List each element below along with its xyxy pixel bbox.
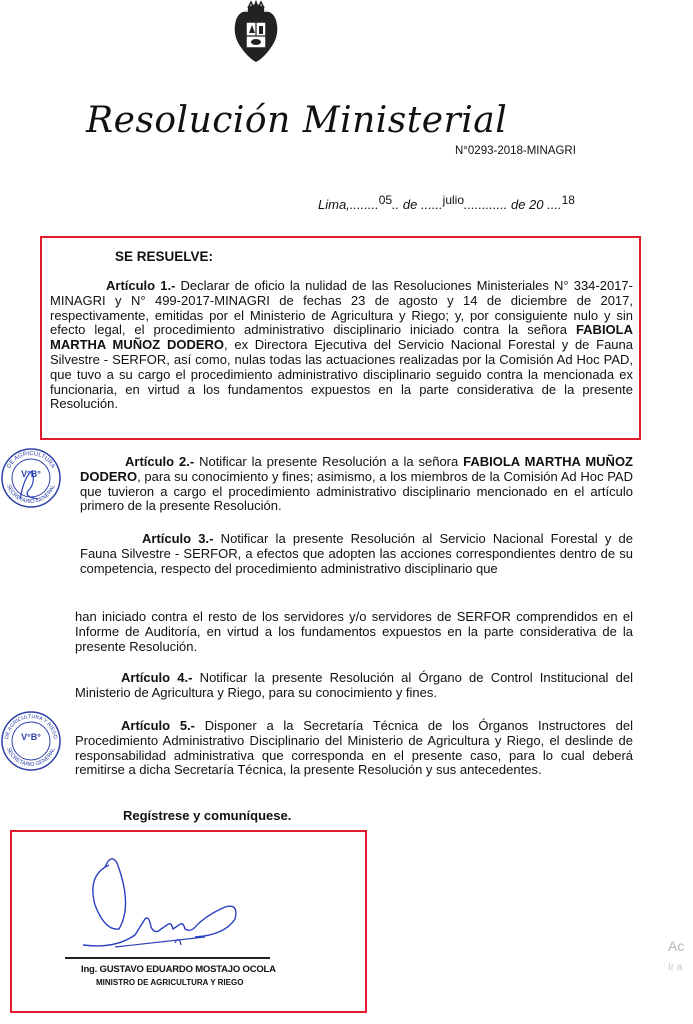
stamp-1-top-text: DE AGRICULTURA xyxy=(6,450,56,470)
handwritten-signature xyxy=(75,845,255,965)
article-2-label: Artículo 2.- xyxy=(125,454,195,469)
stamp-1-center-text: V°B° xyxy=(21,469,41,479)
date-year: 18 xyxy=(561,193,575,207)
stamp-2-center-text: V°B° xyxy=(21,732,41,742)
stamp-2-bottom-text: SECRETARIO GENERAL xyxy=(5,746,57,769)
article-4-paragraph: Artículo 4.- Notificar la presente Resolución al Órgano de Control Institucional del Ministerio de Agricultura y Riego, para su conocimiento y fines. xyxy=(75,670,633,700)
signature-rule xyxy=(65,957,270,959)
date-month: julio xyxy=(442,193,465,207)
signatory-name: Ing. GUSTAVO EDUARDO MOSTAJO OCOLA xyxy=(81,964,276,975)
article-3-label: Artículo 3.- xyxy=(142,531,214,546)
article-4-label: Artículo 4.- xyxy=(121,670,193,685)
stamp-2-top-text: DE AGRICULTURA Y RIEGO xyxy=(4,713,58,740)
closing-line: Regístrese y comuníquese. xyxy=(123,808,292,823)
article-1-person-name: FABIOLA MARTHA MUÑOZ DODERO xyxy=(50,322,633,353)
article-2-person-name: FABIOLA MARTHA MUÑOZ DODERO xyxy=(80,454,633,484)
coat-of-arms-crest xyxy=(226,0,286,66)
place-date-line: Lima,........05.. de ......julio............ de 20 ....18 xyxy=(318,193,575,212)
article-1-paragraph: Artículo 1.- Declarar de oficio la nulidad de las Resoluciones Ministeriales N° 334-2017-MINAGRI y N° 499-2017-MINAGRI de fechas 23 de agosto y 14 de diciembre de 2017, respectivamente, emitidas por el Ministerio de Agricultura y Riego; y, por consiguiente nulo y sin efecto legal, el procedimiento administrativo disciplinario iniciado contra la señora FABIOLA MARTHA MUÑOZ DODERO, ex Directora Ejecutiva del Servicio Nacional Forestal y de Fauna Silvestre - SERFOR, así como, nulas todas las actuaciones realizadas por la Comisión Ad Hoc PAD, que tuvo a su cargo el procedimiento administrativo disciplinario seguido contra la mencionada ex funcionaria, en virtud a los fundamentos expuestos en la parte considerativa de la presente Resolución. xyxy=(50,278,633,412)
approval-stamp-icon xyxy=(0,447,62,509)
document-title: Resolución Ministerial xyxy=(86,100,508,141)
article-5-label: Artículo 5.- xyxy=(121,718,195,733)
resolution-number: N°0293-2018-MINAGRI xyxy=(455,145,576,157)
article-3-continuation-paragraph: han iniciado contra el resto de los servidores y/o servidores de SERFOR comprendidos en el Informe de Auditoría, en virtud a los fundamentos expuestos en la parte considerativa de la presente Resolución. xyxy=(75,609,633,654)
article-3-paragraph: Artículo 3.- Notificar la presente Resolución al Servicio Nacional Forestal y de Fauna Silvestre - SERFOR, a efectos que adopten las acciones correspondientes dentro de su competencia, respecto del procedimiento administrativo disciplinario que xyxy=(80,531,633,576)
activation-watermark-subtext: Ir a xyxy=(668,962,683,973)
stamp-1-bottom-text: SECRETARIO GENERAL xyxy=(5,483,57,506)
date-day: 05 xyxy=(378,193,393,207)
article-2-paragraph: Artículo 2.- Notificar la presente Resolución a la señora FABIOLA MARTHA MUÑOZ DODERO, para su conocimiento y fines; asimismo, a los miembros de la Comisión Ad Hoc PAD que tuvieron a cargo el procedimiento administrativo disciplinario mencionado en el artículo primero de la presente Resolución. xyxy=(80,454,633,514)
approval-stamp-icon xyxy=(0,710,62,772)
article-5-paragraph: Artículo 5.- Disponer a la Secretaría Técnica de los Órganos Instructores del Procedimiento Administrativo Disciplinario del Ministerio de Agricultura y Riego, el deslinde de responsabilidad administrativa que corresponda en el presente caso, para lo cual deberá remitirse a dicha Secretaría Técnica, la presente Resolución y sus antecedentes. xyxy=(75,718,633,778)
resolve-heading: SE RESUELVE: xyxy=(115,249,214,264)
activation-watermark-text: Ac xyxy=(668,938,685,954)
article-1-label: Artículo 1.- xyxy=(106,278,176,293)
signatory-title: MINISTRO DE AGRICULTURA Y RIEGO xyxy=(96,978,244,987)
svg-text:SECRETARIO GENERAL xyxy=(5,747,57,768)
